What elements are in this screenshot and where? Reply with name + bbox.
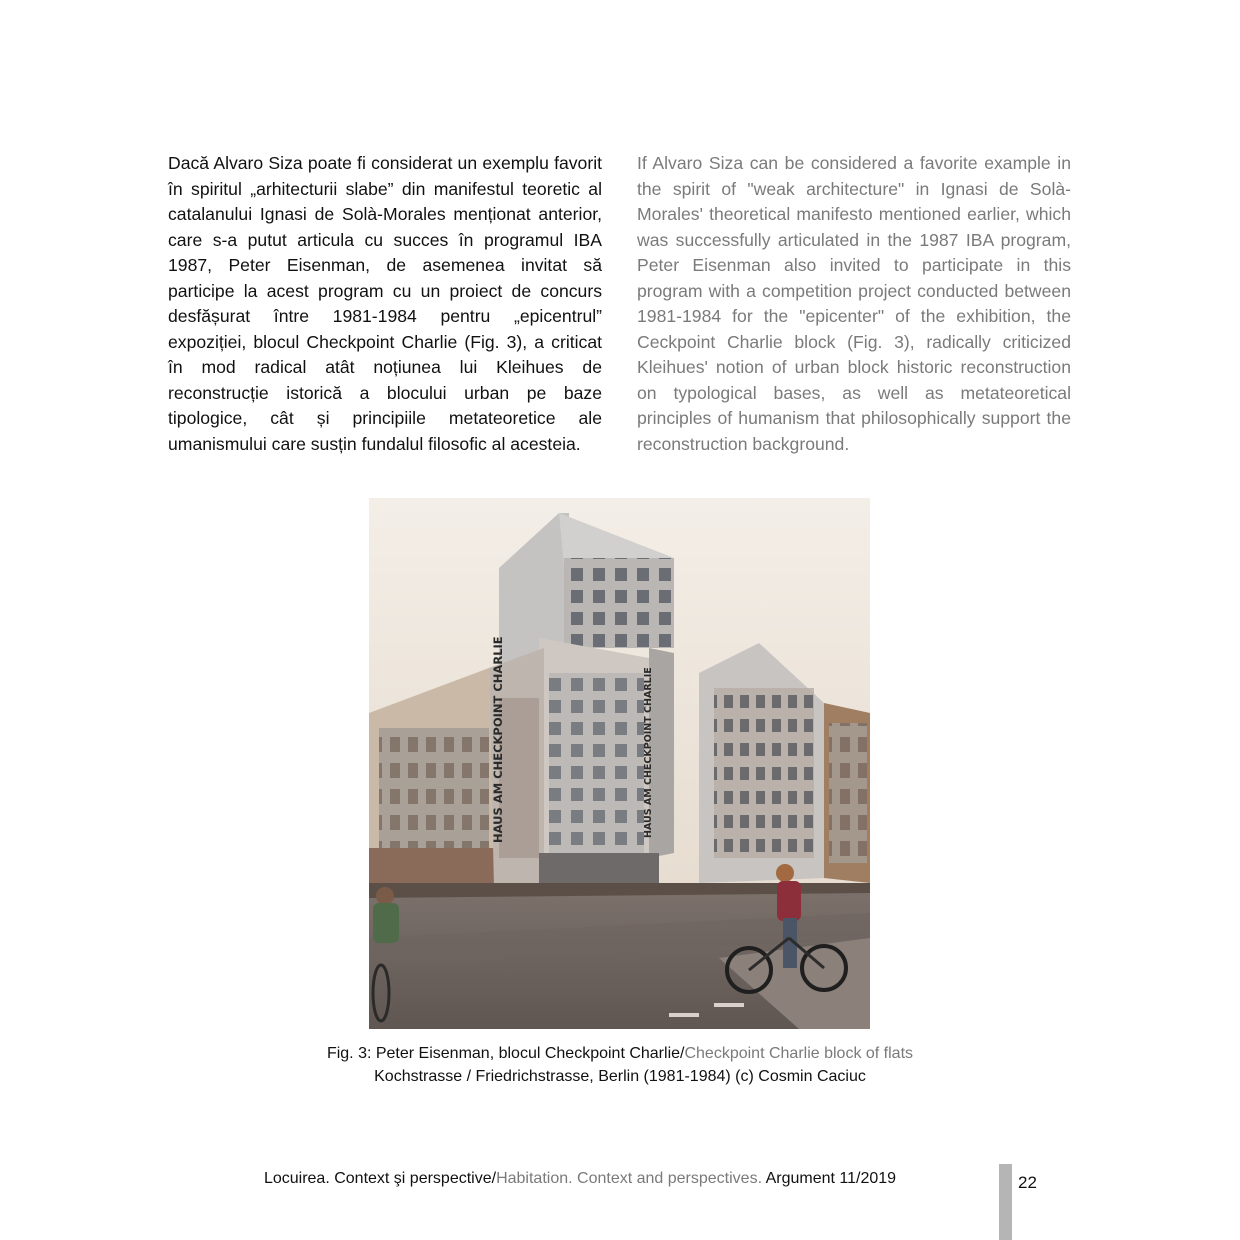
caption-line-2: Kochstrasse / Friedrichstrasse, Berlin (1981-1984) (c) Cosmin Caciuc: [374, 1068, 866, 1085]
caption-line-1: [250, 1042, 990, 1065]
footer-title-english: Habitation. Context and perspectives.: [496, 1170, 763, 1187]
photo-sign-right: HAUS AM CHECKPOINT CHARLIE: [643, 667, 654, 838]
figure-caption: [250, 1042, 990, 1088]
paragraph-romanian: Dacă Alvaro Siza poate fi considerat un exemplu favorit în spiritul „arhitecturii slabe” din manifestul teoretic al catalanului Ignasi de Solà-Morales menționat anterior, care s-a putut articula cu succes în programul IBA 1987, Peter Eisenman, de asemenea invitat să participe la acest program cu un proiect de concurs desfășurat între 1981-1984 pentru „epicentrul” expoziției, blocul Checkpoint Charlie (Fig. 3), a criticat în mod radical atât noțiunea lui Kleihues de reconstrucție istorică a blocului urban pe baze tipologice, cât și principiile metateoretice ale umanismului care susțin fundalul filosofic al acesteia.: [168, 153, 602, 454]
caption-english: Checkpoint Charlie block of flats: [684, 1045, 914, 1062]
figure-photo-checkpoint-charlie: [369, 498, 870, 1029]
page-footer: [200, 1170, 960, 1188]
footer-issue: Argument 11/2019: [762, 1170, 897, 1187]
footer-divider-bar: [999, 1164, 1012, 1240]
page-number: 22: [1018, 1173, 1037, 1192]
footer-title-romanian: Locuirea. Context şi perspective/: [263, 1170, 497, 1187]
photo-sign-left: HAUS AM CHECKPOINT CHARLIE: [491, 636, 505, 843]
caption-romanian: Fig. 3: Peter Eisenman, blocul Checkpoint Charlie/: [326, 1045, 685, 1062]
paragraph-english: If Alvaro Siza can be considered a favorite example in the spirit of "weak architecture" in Ignasi de Solà-Morales' theoretical manifesto mentioned earlier, which was successfully articulated in the 1987 IBA program, Peter Eisenman also invited to participate in this program with a competition project conducted between 1981-1984 for the "epicenter" of the exhibition, the Ceckpoint Charlie block (Fig. 3), radically criticized Kleihues' notion of urban block historic reconstruction on typological bases, as well as metateoretical principles of humanism that philosophically support the reconstruction background.: [637, 153, 1071, 454]
